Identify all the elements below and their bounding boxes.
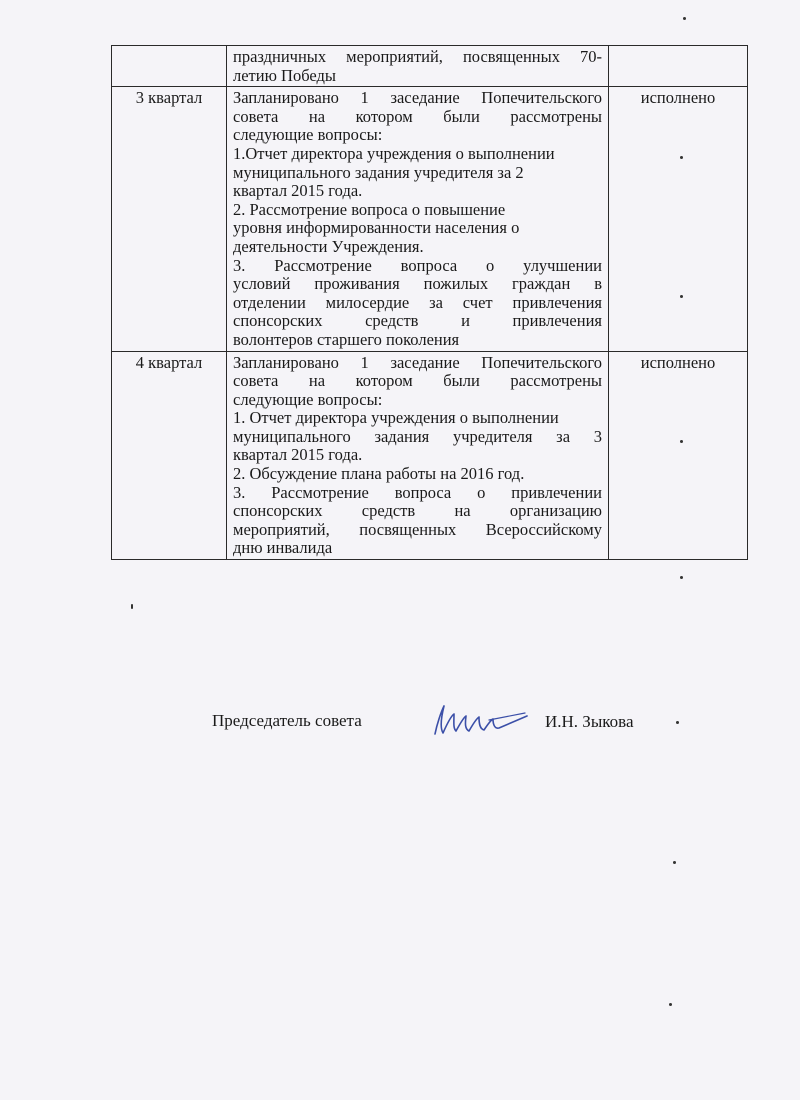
content-line: совета на котором были рассмотрены (233, 371, 602, 391)
content-cell (227, 351, 609, 560)
content-line: мероприятий, посвященных Всероссийскому (233, 519, 602, 539)
period-cell: 3 квартал (112, 87, 227, 351)
content-line: дню инвалида (233, 538, 333, 558)
content-line: 1. Отчет директора учреждения о выполнении (233, 408, 559, 428)
signature-block (0, 700, 800, 760)
scan-speck (680, 576, 683, 579)
content-cell (227, 46, 609, 87)
handwritten-signature (427, 700, 533, 740)
content-line: деятельности Учреждения. (233, 236, 424, 256)
content-line: следующие вопросы: (233, 389, 383, 409)
content-line: 2. Рассмотрение вопроса о повышение (233, 199, 506, 219)
chairman-title: Председатель совета (212, 711, 362, 730)
scan-speck (669, 1003, 672, 1006)
content-line: следующие вопросы: (233, 125, 383, 145)
content-line: Запланировано 1 заседание Попечительского (233, 352, 602, 372)
content-line: муниципального задания учредителя за 3 (233, 426, 602, 446)
scan-speck (683, 17, 686, 20)
content-line: уровня информированности населения о (233, 218, 520, 238)
content-line: праздничных мероприятий, посвященных 70- (233, 47, 602, 66)
scan-speck (680, 295, 683, 298)
status-cell (609, 46, 748, 87)
content-line: 1.Отчет директора учреждения о выполнении (233, 143, 555, 163)
content-line: 3. Рассмотрение вопроса о улучшении (233, 255, 602, 275)
table-row (112, 351, 748, 560)
scan-speck (131, 604, 133, 609)
activity-table (111, 45, 748, 560)
status-cell: исполнено (609, 351, 748, 560)
scan-speck (673, 861, 676, 864)
table-row (112, 46, 748, 87)
table-row (112, 87, 748, 351)
content-cell (227, 87, 609, 351)
scan-speck (680, 440, 683, 443)
content-line: условий проживания пожилых граждан в (233, 274, 602, 294)
content-line: волонтеров старшего поколения (233, 329, 460, 349)
period-cell: 4 квартал (112, 351, 227, 560)
content-line: квартал 2015 года. (233, 445, 363, 465)
content-line: спонсорских средств на организацию (233, 501, 602, 521)
content-line: квартал 2015 года. (233, 181, 363, 201)
content-line: муниципального задания учредителя за 2 (233, 162, 524, 182)
content-line: отделении милосердие за счет привлечения (233, 292, 602, 312)
content-line: летию Победы (233, 65, 336, 85)
content-line: Запланировано 1 заседание Попечительского (233, 88, 602, 108)
content-line: спонсорских средств и привлечения (233, 311, 602, 331)
content-line: совета на котором были рассмотрены (233, 106, 602, 126)
content-line: 3. Рассмотрение вопроса о привлечении (233, 482, 602, 502)
table-body (112, 46, 748, 560)
period-cell (112, 46, 227, 87)
chairman-name: И.Н. Зыкова (545, 712, 634, 731)
scan-speck (680, 156, 683, 159)
content-line: 2. Обсуждение плана работы на 2016 год. (233, 464, 525, 484)
status-cell: исполнено (609, 87, 748, 351)
scan-speck (676, 721, 679, 724)
